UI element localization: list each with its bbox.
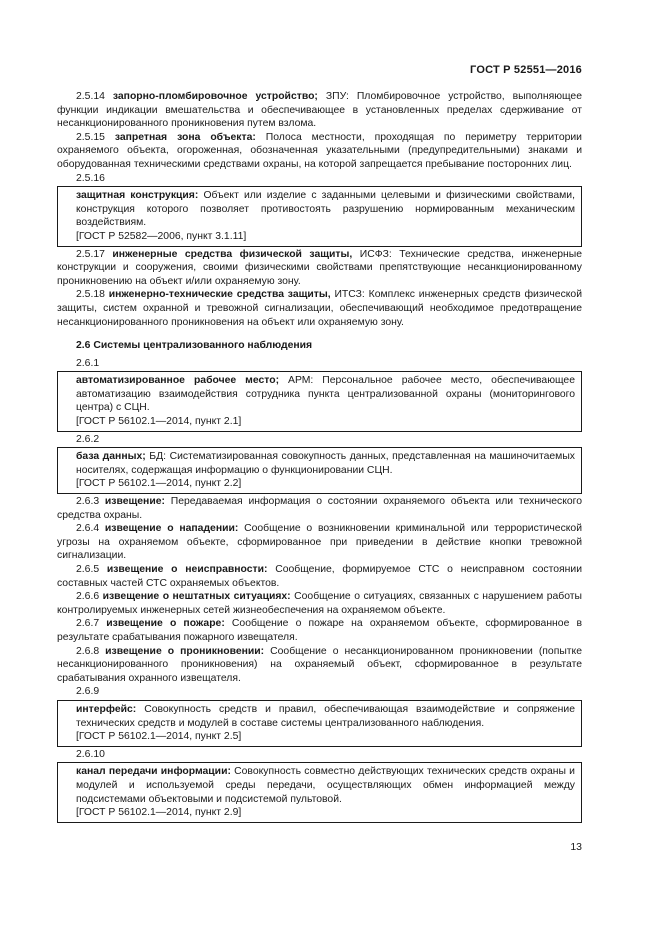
term-title: извещение о проникновении: bbox=[105, 645, 265, 657]
term-2-6-8: 2.6.8 извещение о проникновении: Сообщение о несанкционированном проникновении (попытке несанкционированного проникновения) на охраняемый объект, сформированное в результате срабатывания охранного извещателя. bbox=[57, 645, 582, 684]
term-2-6-1: автоматизированное рабочее место; АРМ: Персональное рабочее место, обеспечивающее автоматизацию взаимодействия сотрудника пункта централизованной охраны (мониторингового центра) с СЦН. bbox=[76, 375, 575, 414]
term-title: инженерные средства физической защиты, bbox=[112, 248, 353, 260]
term-number-2-6-1: 2.6.1 bbox=[76, 357, 100, 369]
term-title: извещение о пожаре: bbox=[106, 618, 225, 630]
term-2-6-7: 2.6.7 извещение о пожаре: Сообщение о пожаре на охраняемом объекте, сформированное в результате срабатывания пожарного извещателя. bbox=[57, 618, 582, 643]
term-box-2-5-16 bbox=[57, 186, 582, 246]
term-2-6-10: канал передачи информации: Совокупность совместно действующих технических средств охраны и модулей и используемой среды передачи, осуществляющих обмен информацией между подсистемами объектовыми и подсистемой пультовой. bbox=[76, 766, 575, 805]
term-2-6-2: база данных; БД: Систематизированная совокупность данных, представленная на машиночитаемых носителях, содержащая информацию о функционировании СЦН. bbox=[76, 451, 575, 476]
term-reference: [ГОСТ Р 56102.1—2014, пункт 2.5] bbox=[76, 731, 242, 743]
term-number-2-5-16: 2.5.16 bbox=[76, 172, 105, 184]
term-title: запорно-пломбировочное устройство; bbox=[112, 91, 318, 102]
section-heading-2-6: 2.6 Системы централизованного наблюдения bbox=[76, 340, 313, 352]
term-number-2-6-9: 2.6.9 bbox=[76, 686, 100, 698]
term-2-6-4: 2.6.4 извещение о нападении: Сообщение о возникновении криминальной или террористической угрозы на охраняемом объекте, сформированное при приведении в действие кнопки тревожной сигнализации. bbox=[57, 523, 583, 562]
document-body bbox=[57, 90, 582, 824]
term-title: автоматизированное рабочее место; bbox=[76, 375, 280, 387]
term-title: извещение о нештатных ситуациях: bbox=[102, 591, 291, 603]
term-number-2-6-10: 2.6.10 bbox=[76, 748, 105, 760]
term-title: извещение: bbox=[104, 496, 165, 508]
term-number-2-6-2: 2.6.2 bbox=[76, 433, 100, 445]
term-box-2-6-10 bbox=[57, 762, 582, 822]
term-box-2-6-1 bbox=[57, 371, 582, 431]
term-title: интерфейс: bbox=[76, 703, 137, 715]
term-box-2-6-2 bbox=[57, 447, 582, 494]
term-reference: [ГОСТ Р 56102.1—2014, пункт 2.2] bbox=[76, 478, 242, 490]
term-title: база данных; bbox=[76, 451, 146, 463]
term-title: извещение о неисправности: bbox=[106, 564, 268, 575]
term-reference: [ГОСТ Р 52582—2006, пункт 3.1.11] bbox=[76, 230, 247, 242]
term-2-6-9: интерфейс: Совокупность средств и правил, обеспечивающая взаимодействие и сопряжение технических средств и модулей в составе системы централизованного наблюдения. bbox=[76, 703, 575, 729]
term-2-5-16: защитная конструкция: Объект или изделие с заданными целевыми и физическими свойствами, конструкция которого позволяет противостоять разрушению нормированным механическим воздействиям. bbox=[76, 190, 575, 229]
document-code-header: ГОСТ Р 52551—2016 bbox=[470, 64, 582, 76]
term-2-5-18: 2.5.18 инженерно-технические средства защиты, ИТСЗ: Комплекс инженерных средств физической защиты, систем охранной и тревожной сигнализации, обеспечивающий необходимое предотвращение несанкционированного проникновения на объект или охраняемую зону. bbox=[57, 289, 583, 328]
term-box-2-6-9 bbox=[57, 700, 582, 747]
term-title: канал передачи информации: bbox=[76, 766, 231, 778]
term-title: запретная зона объекта: bbox=[114, 131, 256, 143]
term-2-5-14: 2.5.14 запорно-пломбировочное устройство; ЗПУ: Пломбировочное устройство, выполняющее функции индикации вмешательства и обеспечивающее в установленных пределах сдерживание от несанкционированного проникновения путем взлома. bbox=[57, 91, 582, 130]
term-reference: [ГОСТ Р 56102.1—2014, пункт 2.9] bbox=[76, 807, 242, 819]
term-2-6-3: 2.6.3 извещение: Передаваемая информация о состоянии охраняемого объекта или технического средства охраны. bbox=[57, 496, 582, 521]
term-title: защитная конструкция: bbox=[76, 190, 199, 202]
term-2-6-5: 2.6.5 извещение о неисправности: Сообщение, формируемое СТС о неисправном состоянии составных частей СТС охраняемых объектов. bbox=[57, 564, 583, 589]
term-2-5-15: 2.5.15 запретная зона объекта: Полоса местности, проходящая по периметру территории охраняемого объекта, огороженная, обозначенная указательными (предупредительными) знаками и оборудованная техническими средствами охраны, на которой запрещается пребывание посторонних лиц. bbox=[57, 131, 582, 170]
term-title: инженерно-технические средства защиты, bbox=[108, 289, 331, 301]
term-reference: [ГОСТ Р 56102.1—2014, пункт 2.1] bbox=[76, 416, 242, 428]
term-title: извещение о нападении: bbox=[104, 523, 239, 535]
term-2-6-6: 2.6.6 извещение о нештатных ситуациях: Сообщение о ситуациях, связанных с нарушением работы контролируемых инженерных сетей жизнеобеспечения на охраняемом объекте. bbox=[57, 591, 582, 616]
page-number: 13 bbox=[570, 841, 582, 854]
term-2-5-17: 2.5.17 инженерные средства физической защиты, ИСФЗ: Технические средства, инженерные конструкции и сооружения, своими физическими свойствами препятствующие несанкционированному проникновению на объект и/или охраняемую зону. bbox=[57, 248, 582, 287]
